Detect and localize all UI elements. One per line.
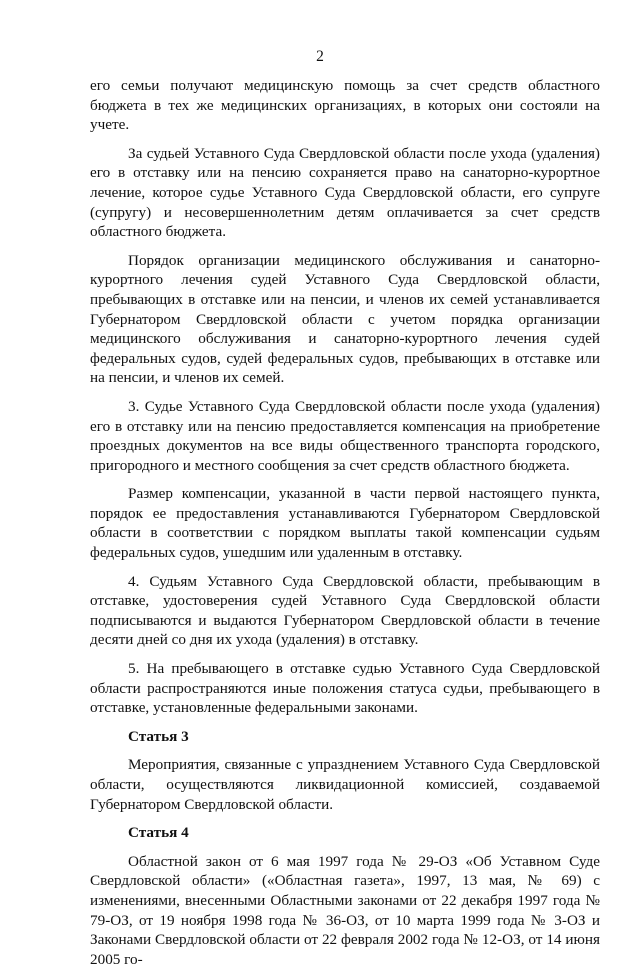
paragraph-article-3: Мероприятия, связанные с упразднением Уставного Суда Свердловской области, осуществляются ликвидационной комиссией, создаваемой Губернатором Свердловской области. [90, 756, 600, 813]
paragraph-medical-order: Порядок организации медицинского обслуживания и санаторно-курортного лечения судей Уставного Суда Свердловской области, пребывающих в отставке или на пенсии, и членов их семей устанавливается Губернатором Свердловской области с учетом порядка организации медицинского обслуживания и санаторно-курортного лечения судей федеральных судов, судей федеральных судов, пребывающих в отставке или на пенсии, и членов их семей. [90, 251, 600, 387]
paragraph-item-3: 3. Судье Уставного Суда Свердловской области после ухода (удаления) его в отставку или на пенсию предоставляется компенсация на приобретение проездных документов на все виды общественного транспорта городского, пригородного и местного сообщения за счет средств областного бюджета. [90, 397, 600, 474]
article-3-heading: Статья 3 [128, 727, 189, 745]
paragraph-compensation-size: Размер компенсации, указанной в части первой настоящего пункта, порядок ее предоставления устанавливаются Губернатором Свердловской области в соответствии с порядком выплаты такой компенсации судьям федеральных судов, ушедшим или удаленным в отставку. [90, 485, 600, 562]
document-body [90, 76, 600, 978]
paragraph-article-4: Областной закон от 6 мая 1997 года № 29-ОЗ «Об Уставном Суде Свердловской области» («Областная газета», 1997, 13 мая, № 69) с изменениями, внесенными Областными законами от 22 декабря 1997 года № 79-ОЗ, от 19 ноября 1998 года № 36-ОЗ, от 10 марта 1999 года № 3-ОЗ и Законами Свердловской области от 22 февраля 2002 года № 12-ОЗ, от 14 июня 2005 го- [90, 852, 600, 968]
page-number: 2 [316, 48, 324, 65]
paragraph-item-5: 5. На пребывающего в отставке судью Уставного Суда Свердловской области распространяются иные положения статуса судьи, пребывающего в отставке, установленные федеральными законами. [90, 660, 600, 717]
paragraph-sanatorium-right: За судьей Уставного Суда Свердловской области после ухода (удаления) его в отставку или на пенсию сохраняется право на санаторно-курортное лечение, которое судье Уставного Суда Свердловской области, его супруге (супругу) и несовершеннолетним детям оплачивается за счет средств областного бюджета. [90, 144, 600, 241]
paragraph-continuation: его семьи получают медицинскую помощь за счет средств областного бюджета в тех же медицинских организациях, в которых они состояли на учете. [90, 77, 600, 134]
article-4-heading: Статья 4 [128, 824, 189, 842]
paragraph-item-4: 4. Судьям Уставного Суда Свердловской области, пребывающим в отставке, удостоверения судей Уставного Суда Свердловской области подписываются и выдаются Губернатором Свердловской области в течение десяти дней со дня их ухода (удаления) в отставку. [90, 572, 600, 649]
